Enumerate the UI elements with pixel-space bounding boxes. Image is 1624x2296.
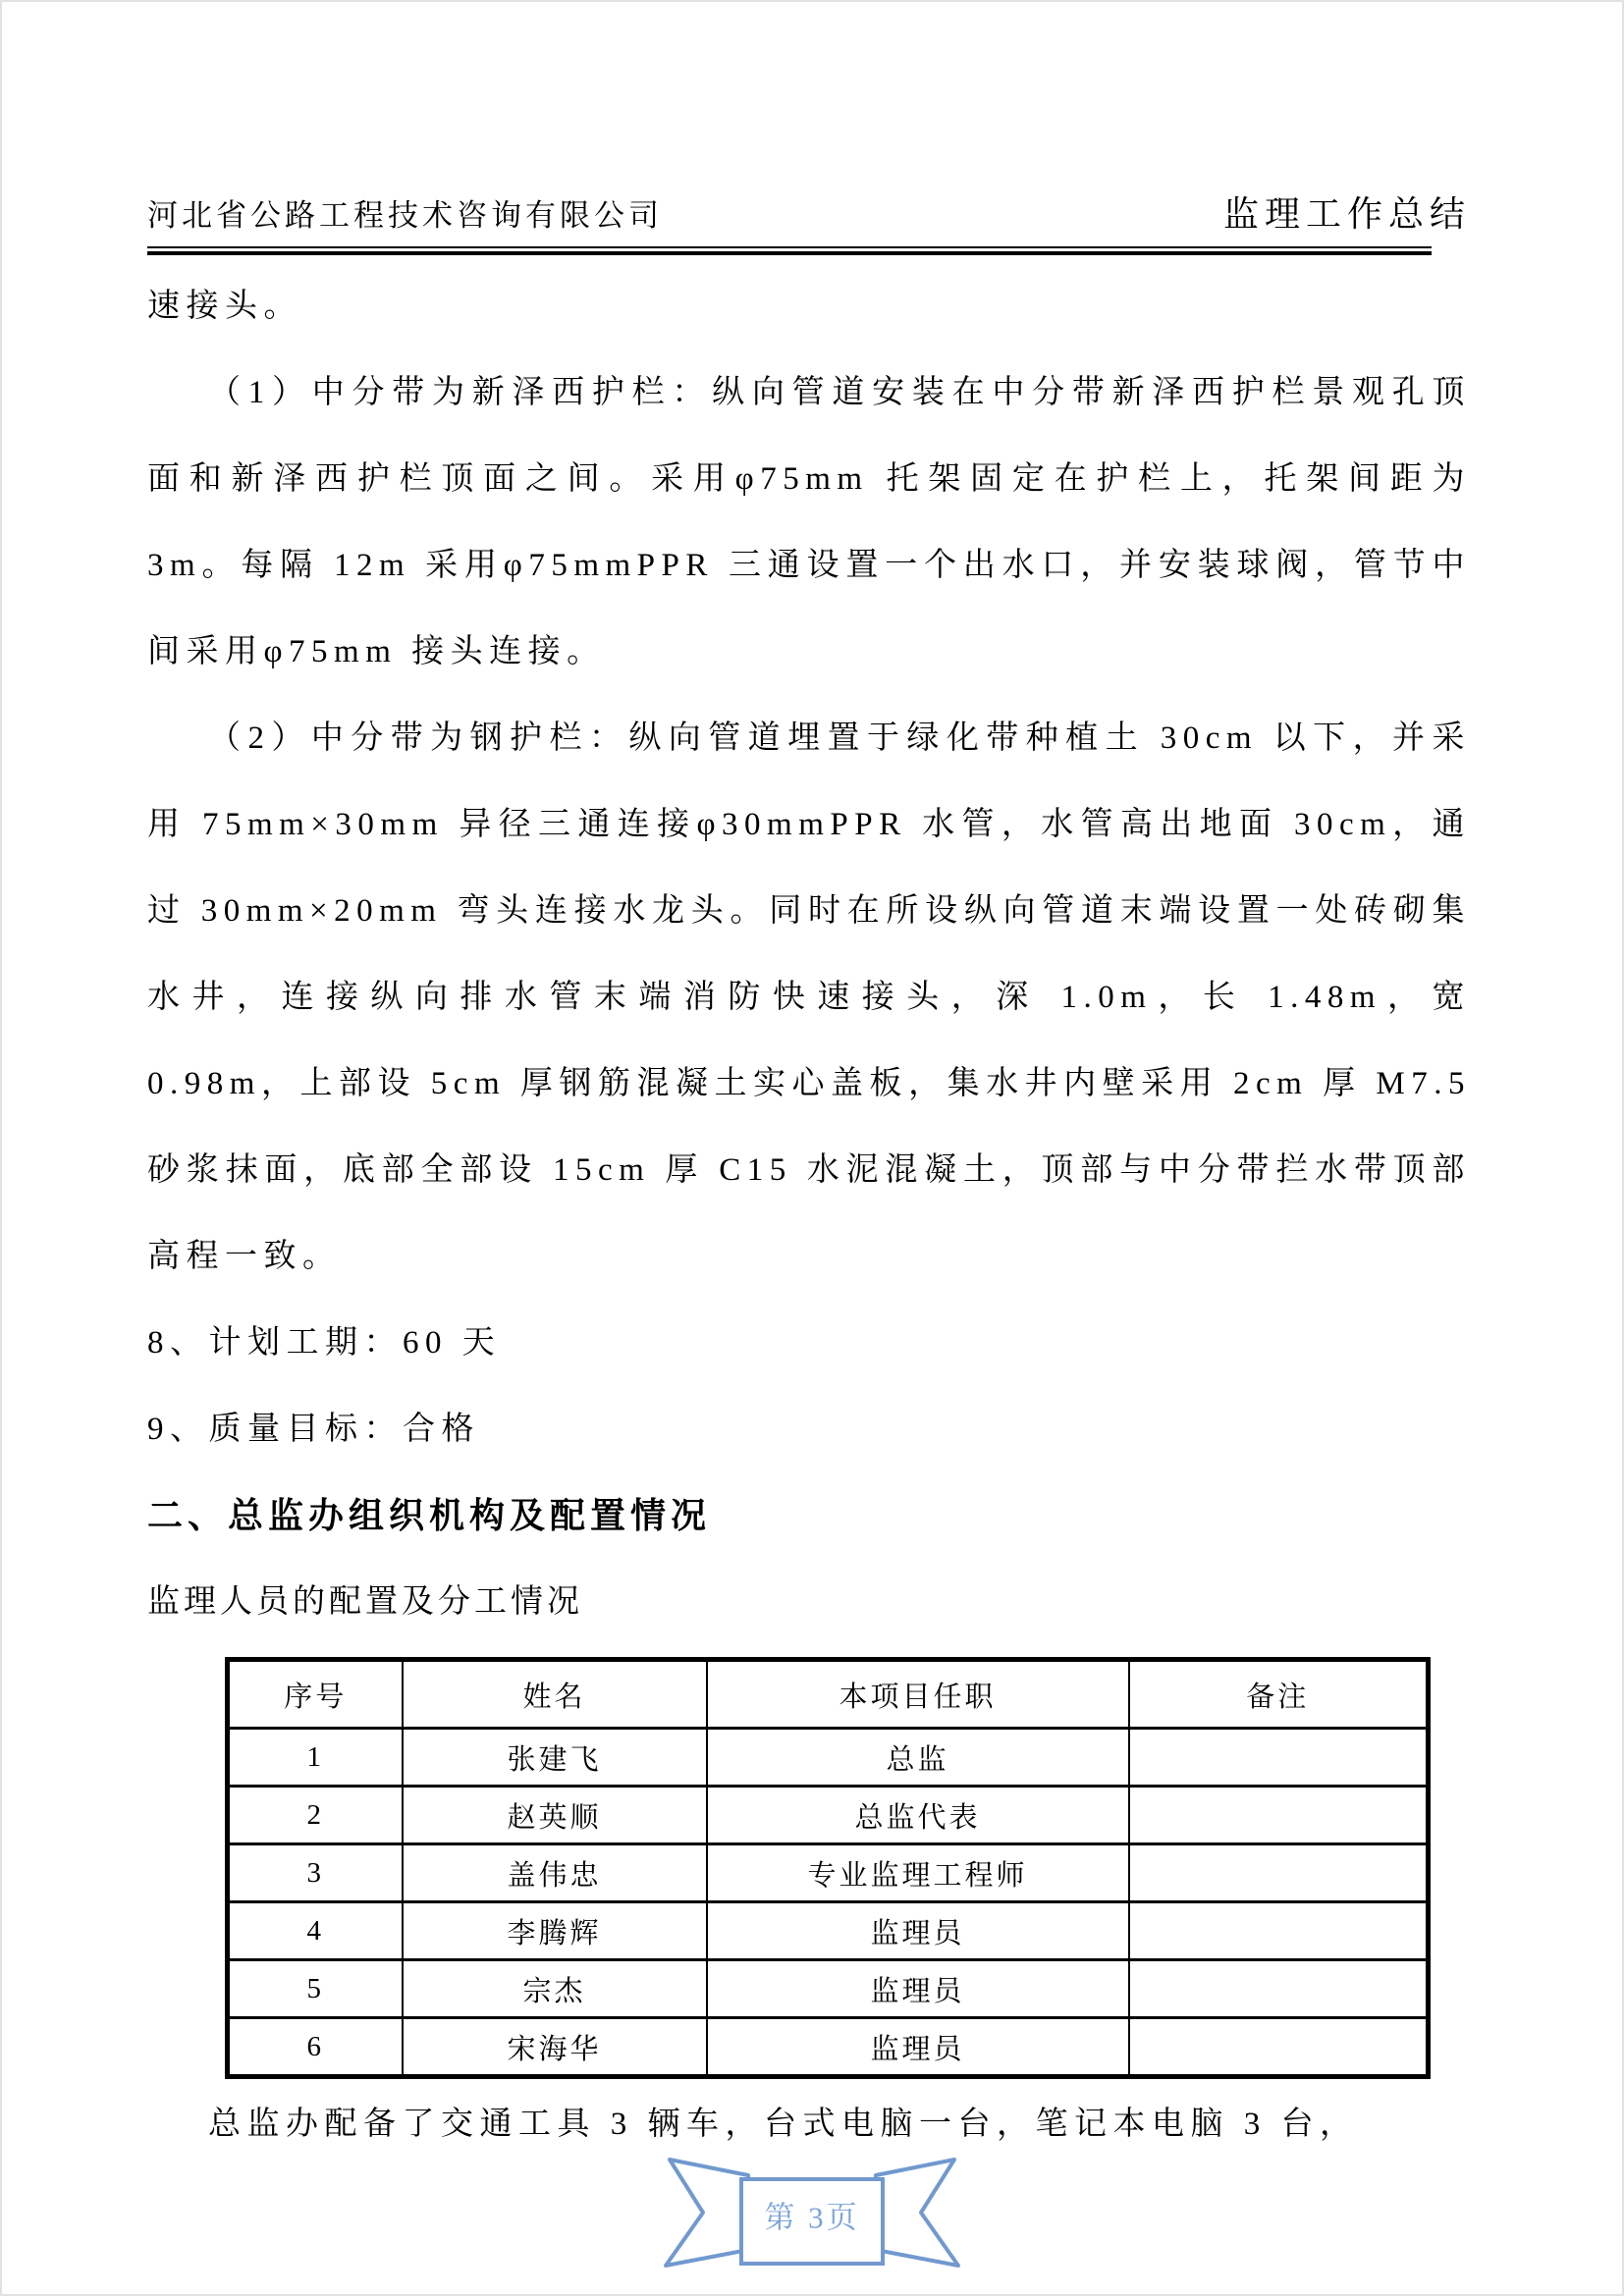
cell-role: 监理员 (707, 1902, 1129, 1960)
cell-role: 监理员 (707, 2018, 1129, 2077)
document-body (147, 263, 1471, 2156)
cell-index: 2 (228, 1787, 403, 1844)
table-row (228, 2018, 1429, 2077)
cell-note (1129, 1729, 1429, 1787)
table-row (228, 1844, 1429, 1902)
table-row (228, 1902, 1429, 1960)
cell-role: 专业监理工程师 (707, 1844, 1129, 1902)
col-header-role: 本项目任职 (707, 1660, 1129, 1729)
cell-name: 张建飞 (403, 1729, 707, 1787)
page-number-ribbon (660, 2154, 964, 2279)
header-doc-title: 监理工作总结 (1222, 194, 1471, 234)
cell-note (1129, 1960, 1429, 2018)
table-header-row (228, 1660, 1429, 1729)
cell-name: 宗杰 (403, 1960, 707, 2018)
header-rule (147, 246, 1432, 255)
col-header-index: 序号 (228, 1660, 403, 1729)
table-row (228, 1729, 1429, 1787)
cell-note (1129, 2018, 1429, 2077)
table-row (228, 1787, 1429, 1844)
page-number: 第 3页 (764, 2200, 860, 2235)
cell-name: 盖伟忠 (403, 1844, 707, 1902)
personnel-table (225, 1657, 1431, 2079)
cell-name: 赵英顺 (403, 1787, 707, 1844)
table-intro: 监理人员的配置及分工情况 (147, 1584, 583, 1620)
col-header-name: 姓名 (403, 1660, 707, 1729)
cell-note (1129, 1787, 1429, 1844)
paragraph-item-2: （2）中分带为钢护栏：纵向管道埋置于绿化带种植土 30cm 以下，并采用 75mm×30mm 异径三通连接φ30mmPPR 水管，水管高出地面 30cm，通过 30mm×20mm 弯头连接水龙头。同时在所设纵向管道末端设置一处砖砌集水井，连接纵向排水管末端消防快速接头，深 1.0m，长 1.48m，宽 0.98m，上部设 5cm 厚钢筋混凝土实心盖板，集水井内壁采用 2cm 厚 M7.5 砂浆抹面，底部全部设 15cm 厚 C15 水泥混凝土，顶部与中分带拦水带顶部高程一致。 (147, 721, 1471, 1274)
cell-note (1129, 1902, 1429, 1960)
closing-paragraph: 总监办配备了交通工具 3 辆车，台式电脑一台，笔记本电脑 3 台， (208, 2107, 1359, 2142)
paragraph-plan-duration: 8、计划工期：60 天 (147, 1325, 502, 1361)
cell-index: 6 (228, 2018, 403, 2077)
cell-index: 1 (228, 1729, 403, 1787)
cell-note (1129, 1844, 1429, 1902)
col-header-note: 备注 (1129, 1660, 1429, 1729)
paragraph-quality-goal: 9、质量目标：合格 (147, 1412, 480, 1447)
cell-index: 3 (228, 1844, 403, 1902)
cell-role: 监理员 (707, 1960, 1129, 2018)
paragraph-continuation: 速接头。 (147, 289, 302, 324)
cell-name: 李腾辉 (403, 1902, 707, 1960)
paragraph-item-1: （1）中分带为新泽西护栏：纵向管道安装在中分带新泽西护栏景观孔顶面和新泽西护栏顶面之间。采用φ75mm 托架固定在护栏上，托架间距为 3m。每隔 12m 采用φ75mmPPR 三通设置一个出水口，并安装球阀，管节中间采用φ75mm 接头连接。 (147, 375, 1471, 669)
table-row (228, 1960, 1429, 2018)
cell-index: 5 (228, 1960, 403, 2018)
cell-role: 总监代表 (707, 1787, 1129, 1844)
section-heading: 二、总监办组织机构及配置情况 (147, 1496, 712, 1535)
cell-index: 4 (228, 1902, 403, 1960)
page-footer (2, 2154, 1622, 2279)
header-company-name: 河北省公路工程技术咨询有限公司 (147, 198, 663, 233)
page-header (147, 187, 1471, 237)
cell-name: 宋海华 (403, 2018, 707, 2077)
cell-role: 总监 (707, 1729, 1129, 1787)
